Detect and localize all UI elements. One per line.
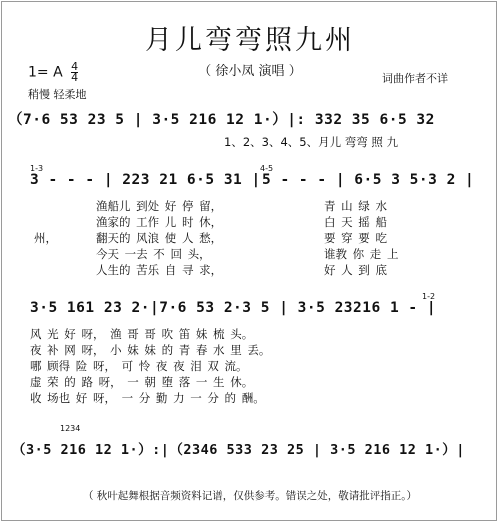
song-title: 月儿弯弯照九州: [145, 25, 355, 56]
verse-2b: 白 天 摇 船: [324, 215, 387, 229]
time-signature: [71, 62, 78, 83]
verse-4a: 今天 一去 不 回 头，: [96, 247, 211, 261]
verse2-4: 虚 荣 的 路 呀， 一 朝 堕 落 一 生 休。: [30, 375, 254, 389]
verse2-2: 夜 补 网 呀， 小 妹 妹 的 青 春 水 里 丢。: [30, 343, 271, 357]
verse2-3: 哪 顾得 险 呀， 可 怜 夜 夜 泪 双 流。: [30, 359, 248, 373]
time-numerator: 4: [71, 60, 79, 73]
key-text: 1= A: [28, 64, 63, 81]
volta-1-3: 1-3: [30, 164, 44, 173]
tempo-marking: 稍慢 轻柔地: [28, 88, 87, 101]
volta-4-5: 4-5: [260, 164, 274, 173]
key-signature: [28, 62, 78, 83]
verse-3b: 要 穿 要 吃: [324, 231, 387, 245]
composer-credit: 词曲作者不详: [382, 72, 448, 85]
volta-1-2: 1-2: [422, 292, 436, 301]
score-line-2a: 3 - - - | 223 21 6·5 31 |: [30, 172, 261, 188]
verse-3a: 翻天的 风浪 使 人 愁，: [96, 231, 223, 245]
verse-2a: 渔家的 工作 儿 时 休，: [96, 215, 223, 229]
verse-5b: 好 人 到 底: [324, 263, 387, 277]
singer-credit: （ 徐小凤 演唱 ）: [198, 64, 302, 79]
verse2-5: 收 场也 好 呀， 一 分 勤 力 一 分 的 酬。: [30, 391, 265, 405]
verse-1a: 渔船儿 到处 好 停 留，: [96, 199, 223, 213]
volta-1234: 1234: [60, 424, 81, 433]
transcription-note: （ 秋叶起舞根据音频资料记谱，仅供参考。错误之处，敬请批评指正。）: [82, 490, 418, 502]
verse-1b: 青 山 绿 水: [324, 199, 387, 213]
score-line-3: 3·5 161 23 2·|7·6 53 2·3 5 | 3·5 23216 1 - |: [30, 300, 437, 316]
verse2-1: 风 光 好 呀， 渔 哥 哥 吹 笛 妹 梳 头。: [30, 327, 254, 341]
lyric-side-zhou: 州，: [34, 231, 57, 245]
score-line-4: （3·5 216 12 1·）:|（2346 533 23 25 | 3·5 216 12 1·）|: [12, 442, 465, 458]
time-denominator: 4: [71, 71, 79, 84]
verse-5a: 人生的 苦乐 自 寻 求，: [96, 263, 223, 277]
score-line-1: （7·6 53 23 5 | 3·5 216 12 1·）|: 332 35 6·5 32: [8, 112, 435, 128]
score-line-2b: 5 - - - | 6·5 3 5·3 2 |: [262, 172, 475, 188]
lyric-line-1: 1、2、3、4、5、月儿 弯弯 照 九: [224, 135, 399, 149]
verse-4b: 谁教 你 走 上: [324, 247, 399, 261]
